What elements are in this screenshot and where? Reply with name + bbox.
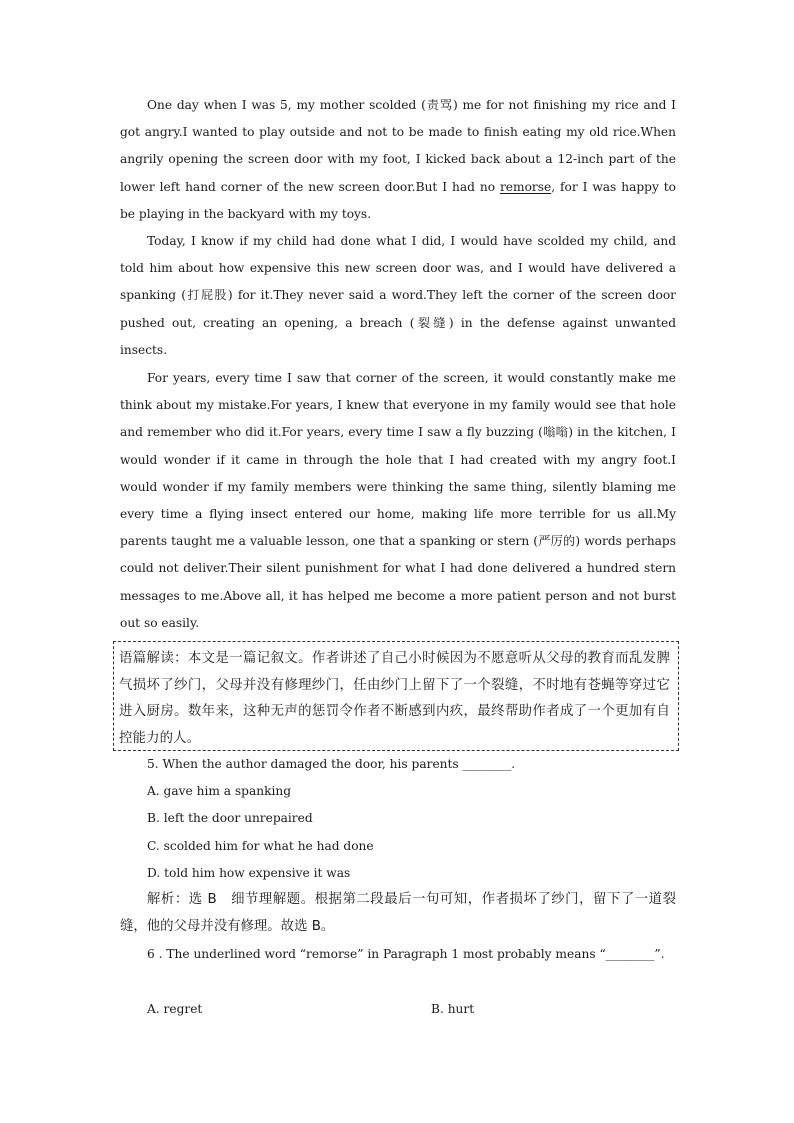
paragraph-1-text: One day when I was 5, my mother scolded (责骂) me for not finishing my rice and I got angry.I wanted to play outside and not to be made to finish eating my old rice.When angrily opening the screen door with my foot, I kicked back about a 12-inch part of the lower left hand corner of the new screen door.But I had no <box>120 98 676 194</box>
question-6-option-a: A. regret <box>147 1002 203 1016</box>
question-5-option-a: A. gave him a spanking <box>147 784 292 798</box>
passage-paragraph-3: For years, every time I saw that corner of the screen, it would constantly make me think about my mistake.For years, I knew that everyone in my family would see that hole and remember who did it.For years, every time I saw a fly buzzing (嗡嗡) in the kitchen, I would wonder if it came in through the hole that I had created with my angry foot.I would wonder if my family members were thinking the same thing, silently blaming me every time a flying insect entered our home, making life more terrible for us all.My parents taught me a valuable lesson, one that a spanking or stern (严厉的) words perhaps could not deliver.Their silent punishment for what I had done delivered a hundred stern messages to me.Above all, it has helped me become a more patient person and not burst out so easily. <box>120 371 676 630</box>
question-5-option-d: D. told him how expensive it was <box>147 866 351 880</box>
question-5-stem: 5. When the author damaged the door, his parents ________. <box>147 757 516 771</box>
discourse-analysis-box: 语篇解读：本文是一篇记叙文。作者讲述了自己小时候因为不愿意听从父母的教育而乱发脾气损坏了纱门，父母并没有修理纱门，任由纱门上留下了一个裂缝，不时地有苍蝇等穿过它进入厨房。数年来，这种无声的惩罚令作者不断感到内疚，最终帮助作者成了一个更加有自控能力的人。 <box>113 641 679 751</box>
question-6-stem: 6 . The underlined word “remorse” in Paragraph 1 most probably means “________”. <box>147 947 665 961</box>
question-5-option-c: C. scolded him for what he had done <box>147 839 374 853</box>
passage-paragraph-2: Today, I know if my child had done what I did, I would have scolded my child, and told him about how expensive this new screen door was, and I would have delivered a spanking (打屁股) for it.They never said a word.They left the corner of the screen door pushed out, creating an opening, a breach (裂缝) in the defense against unwanted insects. <box>120 234 676 357</box>
question-6-option-b: B. hurt <box>431 1002 475 1016</box>
passage-paragraph-1 <box>120 92 676 228</box>
question-5-option-b: B. left the door unrepaired <box>147 811 313 825</box>
question-5-analysis: 解析：选 B 细节理解题。根据第二段最后一句可知，作者损坏了纱门，留下了一道裂缝，他的父母并没有修理。故选 B。 <box>120 892 676 934</box>
underlined-word: remorse <box>499 179 552 194</box>
paragraph-1-text-end: , for I was happy to be playing in the backyard with my toys. <box>120 179 677 221</box>
